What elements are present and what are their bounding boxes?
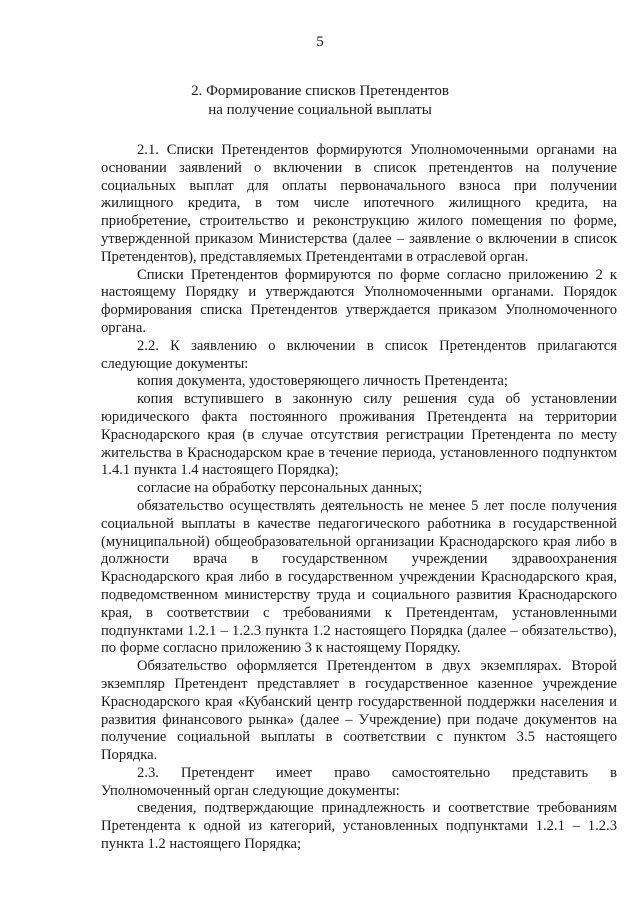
list-item-obligation: обязательство осуществлять деятельность не менее 5 лет после получения социальной выплаты в качестве педагогического работника в государственной (муниципальной) общеобразовательной организации Краснодарского края либо в должности врача в государственном учреждении здравоохранения Краснодарского края либо в государственном учреждении Краснодарского края, подведомственном министерству труда и социального развития Краснодарского края, в соответствии с требованиями к Претендентам, установленными подпунктами 1.2.1 – 1.2.3 пункта 1.2 настоящего Порядка (далее – обязательство), по форме согласно приложению 3 к настоящему Порядку. [101,497,617,657]
paragraph-2-1: 2.1. Списки Претендентов формируются Уполномоченными органами на основании заявлений о включении в список претендентов на получение социальных выплат для оплаты первоначального взноса при получении жилищного кредита, в том числе ипотечного жилищного кредита, на приобретение, строительство и реконструкцию жилого помещения по форме, утвержденной приказом Министерства (далее – заявление о включении в список Претендентов), представляемых Претендентами в отраслевой орган. [101,142,617,265]
section-title-line-2: на получение социальной выплаты [208,102,432,118]
list-item-court-decision: копия вступившего в законную силу решения суда об установлении юридического факта постоянного проживания Претендента на территории Краснодарского края (в случае отсутствия регистрации Претендента по месту жительства в Краснодарском крае в течение периода, установленного подпунктом 1.4.1 пункта 1.4 настоящего Порядка); [101,391,617,479]
section-title-line-1: 2. Формирование списков Претендентов [191,83,449,99]
paragraph-obligation-copies: Обязательство оформляется Претендентом в двух экземплярах. Второй экземпляр Претендент представляет в государственное казенное учреждение Краснодарского края «Кубанский центр государственной поддержки населения и развития финансового рынка» (далее – Учреждение) при подаче документов на получение социальной выплаты в соответствии с пунктом 3.5 настоящего Порядка. [101,658,617,764]
list-item-category-info: сведения, подтверждающие принадлежность и соответствие требованиям Претендента к одной из категорий, установленных подпунктами 1.2.1 – 1.2.3 пункта 1.2 настоящего Порядка; [101,800,617,853]
paragraph-2-2: 2.2. К заявлению о включении в список Претендентов прилагаются следующие документы: [101,337,617,372]
document-body [101,142,617,854]
paragraph-2-3: 2.3. Претендент имеет право самостоятельно представить в Уполномоченный орган следующие документы: [101,764,617,799]
section-title [0,82,640,120]
page-number: 5 [316,34,324,50]
list-item-identity-copy: копия документа, удостоверяющего личность Претендента; [137,373,508,390]
list-item-data-consent: согласие на обработку персональных данных; [137,480,423,497]
paragraph-lists-form: Списки Претендентов формируются по форме согласно приложению 2 к настоящему Порядку и утверждаются Уполномоченными органами. Порядок формирования списка Претендентов утверждается приказом Уполномоченного органа. [101,266,617,336]
